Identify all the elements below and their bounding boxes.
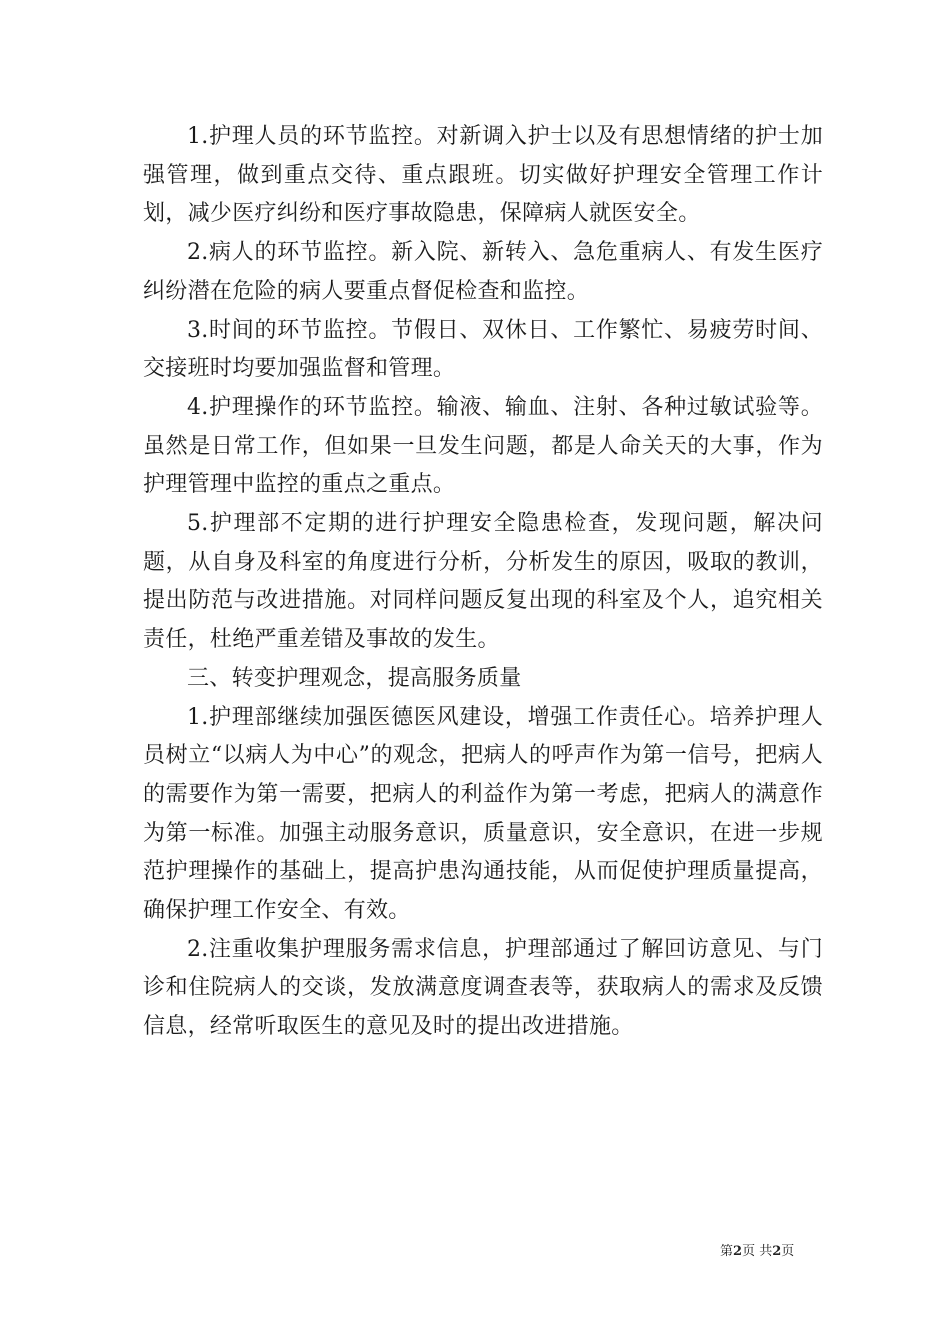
paragraph-time-monitoring: 3.时间的环节监控。节假日、双休日、工作繁忙、易疲劳时间、交接班时均要加强监督和管理。 [143, 317, 823, 382]
paragraph-operation-monitoring: 4.护理操作的环节监控。输液、输血、注射、各种过敏试验等。虽然是日常工作，但如果一旦发生问题，都是人命关天的大事，作为护理管理中监控的重点之重点。 [143, 394, 823, 498]
paragraph-patient-monitoring: 2.病人的环节监控。新入院、新转入、急危重病人、有发生医疗纠纷潜在危险的病人要重点督促检查和监控。 [143, 240, 823, 304]
page-footer [720, 1244, 794, 1260]
paragraph-medical-ethics: 1.护理部继续加强医德医风建设，增强工作责任心。培养护理人员树立“以病人为中心”的观念，把病人的呼声作为第一信号，把病人的需要作为第一需要，把病人的利益作为第一考虑，把病人的满意作为第一标准。加强主动服务意识，质量意识，安全意识，在进一步规范护理操作的基础上，提高护患沟通技能，从而促使护理质量提高，确保护理工作安全、有效。 [143, 704, 823, 924]
document-body [143, 118, 823, 1047]
footer-suffix: 页 [781, 1244, 795, 1259]
paragraph-safety-inspection: 5.护理部不定期的进行护理安全隐患检查，发现问题，解决问题，从自身及科室的角度进行分析，分析发生的原因，吸取的教训，提出防范与改进措施。对同样问题反复出现的科室及个人，追究相关责任，杜绝严重差错及事故的发生。 [143, 511, 823, 653]
section-heading-service-quality: 三、转变护理观念，提高服务质量 [187, 665, 522, 691]
total-page-number: 2 [772, 1244, 782, 1259]
paragraph-feedback-collection: 2.注重收集护理服务需求信息，护理部通过了解回访意见、与门诊和住院病人的交谈，发放满意度调查表等，获取病人的需求及反馈信息，经常听取医生的意见及时的提出改进措施。 [143, 936, 823, 1040]
paragraph-nursing-staff-monitoring: 1.护理人员的环节监控。对新调入护士以及有思想情绪的护士加强管理，做到重点交待、重点跟班。切实做好护理安全管理工作计划，减少医疗纠纷和医疗事故隐患，保障病人就医安全。 [143, 124, 823, 227]
current-page-number: 2 [733, 1244, 743, 1259]
footer-middle: 页 共 [742, 1244, 773, 1259]
footer-prefix: 第 [720, 1244, 734, 1259]
